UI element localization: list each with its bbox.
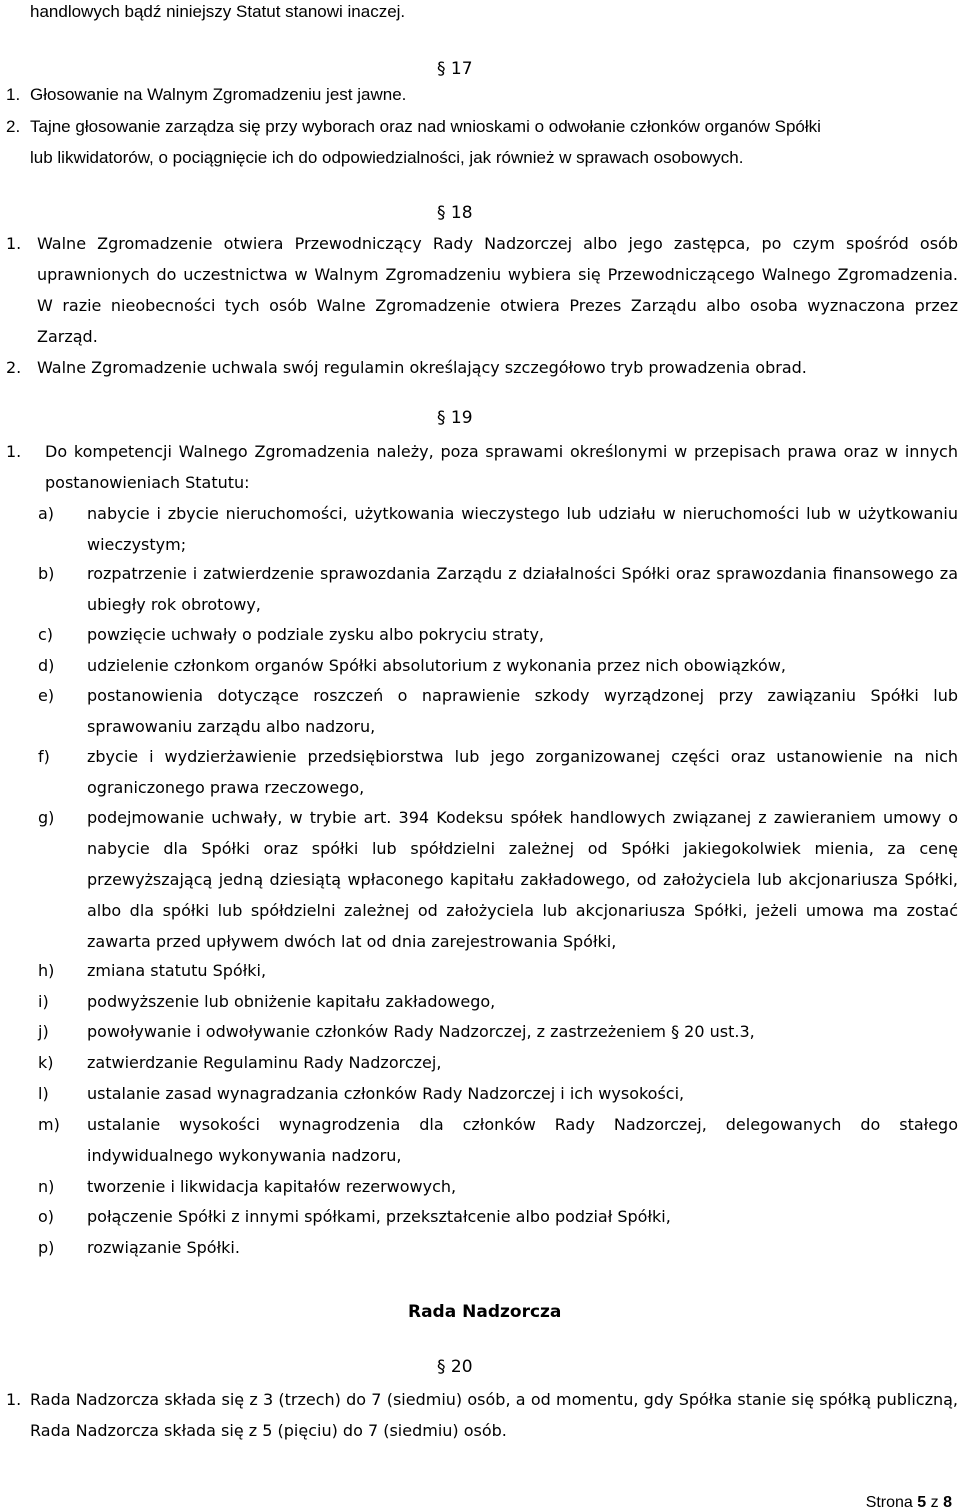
list-item-label: l) xyxy=(38,1084,49,1103)
s17-p2-line1: Tajne głosowanie zarządza się przy wyborach oraz nad wnioskami o odwołanie członków organów Spółki xyxy=(30,117,821,136)
list-item: rozpatrzenie i zatwierdzenie sprawozdania Zarządu z działalności Spółki oraz sprawozdania finansowego za ubiegły rok obrotowy, xyxy=(87,564,958,614)
list-item-label: m) xyxy=(38,1115,60,1134)
page-footer xyxy=(866,1494,952,1512)
list-item: połączenie Spółki z innymi spółkami, przekształcenie albo podział Spółki, xyxy=(87,1207,671,1226)
list-item-label: e) xyxy=(38,686,55,705)
intro-line: handlowych bądź niniejszy Statut stanowi inaczej. xyxy=(30,2,406,21)
s18-p1-number: 1. xyxy=(6,234,22,253)
list-item-label: j) xyxy=(38,1022,49,1041)
s19-p1-text: Do kompetencji Walnego Zgromadzenia należy, poza sprawami określonymi w przepisach prawa oraz w innych postanowieniach Statutu: xyxy=(45,442,958,492)
list-item-label: o) xyxy=(38,1207,55,1226)
list-item-label: n) xyxy=(38,1177,55,1196)
list-item-label: i) xyxy=(38,992,49,1011)
footer-page-number: 5 xyxy=(917,1494,927,1511)
list-item: postanowienia dotyczące roszczeń o naprawienie szkody wyrządzonej przy zawiązaniu Spółki lub sprawowaniu zarządu albo nadzoru, xyxy=(87,686,958,736)
list-item-label: a) xyxy=(38,504,55,523)
list-item: nabycie i zbycie nieruchomości, użytkowania wieczystego lub udziału w nieruchomości lub w użytkowaniu wieczystym; xyxy=(87,504,958,554)
section-18-header: § 18 xyxy=(437,203,473,223)
s19-p1-number: 1. xyxy=(6,442,22,461)
footer-of: z xyxy=(930,1494,939,1511)
list-item: podejmowanie uchwały, w trybie art. 394 Kodeksu spółek handlowych związanej z zawieraniem umowy o nabycie dla Spółki oraz spółki lub spółdzielni zależnej od Spółki jakiegokolwiek mienia, za cenę przewyższającą jedną dziesiątą wpłaconego kapitału zakładowego, od założyciela lub akcjonariusza Spółki, albo dla spółki lub spółdzielni zależnej od założyciela lub akcjonariusza Spółki, jeżeli umowa ma zostać zawarta przed upływem dwóch lat od dnia zarejestrowania Spółki, xyxy=(87,808,958,951)
list-item-label: b) xyxy=(38,564,55,583)
s18-p2-text: Walne Zgromadzenie uchwala swój regulamin określający szczegółowo tryb prowadzenia obrad. xyxy=(37,358,807,377)
section-19-header: § 19 xyxy=(437,408,473,428)
footer-total-pages: 8 xyxy=(943,1494,952,1511)
section-20-header: § 20 xyxy=(437,1357,473,1377)
s17-p1-number: 1. xyxy=(6,85,21,104)
section-heading-rada-nadzorcza: Rada Nadzorcza xyxy=(408,1302,562,1322)
list-item: zbycie i wydzierżawienie przedsiębiorstwa lub jego zorganizowanej części oraz ustanowienie na nich ograniczonego prawa rzeczowego, xyxy=(87,747,958,797)
list-item-label: f) xyxy=(38,747,50,766)
s17-p1-text: Głosowanie na Walnym Zgromadzeniu jest jawne. xyxy=(30,85,407,104)
list-item: powzięcie uchwały o podziale zysku albo pokryciu straty, xyxy=(87,625,544,644)
list-item-label: g) xyxy=(38,808,55,827)
list-item: ustalanie wysokości wynagrodzenia dla członków Rady Nadzorczej, delegowanych do stałego indywidualnego wykonywania nadzoru, xyxy=(87,1115,958,1165)
s18-p2-number: 2. xyxy=(6,358,22,377)
s20-p1-text: Rada Nadzorcza składa się z 3 (trzech) do 7 (siedmiu) osób, a od momentu, gdy Spółka stanie się spółką publiczną, Rada Nadzorcza składa się z 5 (pięciu) do 7 (siedmiu) osób. xyxy=(30,1390,958,1440)
list-item: tworzenie i likwidacja kapitałów rezerwowych, xyxy=(87,1177,457,1196)
section-17-header: § 17 xyxy=(437,59,473,79)
s17-p2-line2: lub likwidatorów, o pociągnięcie ich do odpowiedzialności, jak również w sprawach osobowych. xyxy=(30,148,744,167)
s20-p1-number: 1. xyxy=(6,1390,22,1409)
list-item: rozwiązanie Spółki. xyxy=(87,1238,240,1257)
list-item: udzielenie członkom organów Spółki absolutorium z wykonania przez nich obowiązków, xyxy=(87,656,786,675)
list-item: zmiana statutu Spółki, xyxy=(87,961,267,980)
list-item: ustalanie zasad wynagradzania członków Rady Nadzorczej i ich wysokości, xyxy=(87,1084,685,1103)
footer-prefix: Strona xyxy=(865,1494,913,1511)
list-item-label: p) xyxy=(38,1238,55,1257)
list-item: podwyższenie lub obniżenie kapitału zakładowego, xyxy=(87,992,496,1011)
list-item: powoływanie i odwoływanie członków Rady Nadzorczej, z zastrzeżeniem § 20 ust.3, xyxy=(87,1022,755,1041)
list-item: zatwierdzanie Regulaminu Rady Nadzorczej, xyxy=(87,1053,442,1072)
s18-p1-text: Walne Zgromadzenie otwiera Przewodniczący Rady Nadzorczej albo jego zastępca, po czym spośród osób uprawnionych do uczestnictwa w Walnym Zgromadzeniu wybiera się Przewodniczącego Walnego Zgromadzenia. W razie nieobecności tych osób Walne Zgromadzenie otwiera Prezes Zarządu albo osoba wyznaczona przez Zarząd. xyxy=(37,234,958,346)
list-item-label: h) xyxy=(38,961,55,980)
list-item-label: c) xyxy=(38,625,54,644)
s17-p2-number: 2. xyxy=(6,117,21,136)
list-item-label: d) xyxy=(38,656,55,675)
list-item-label: k) xyxy=(38,1053,54,1072)
